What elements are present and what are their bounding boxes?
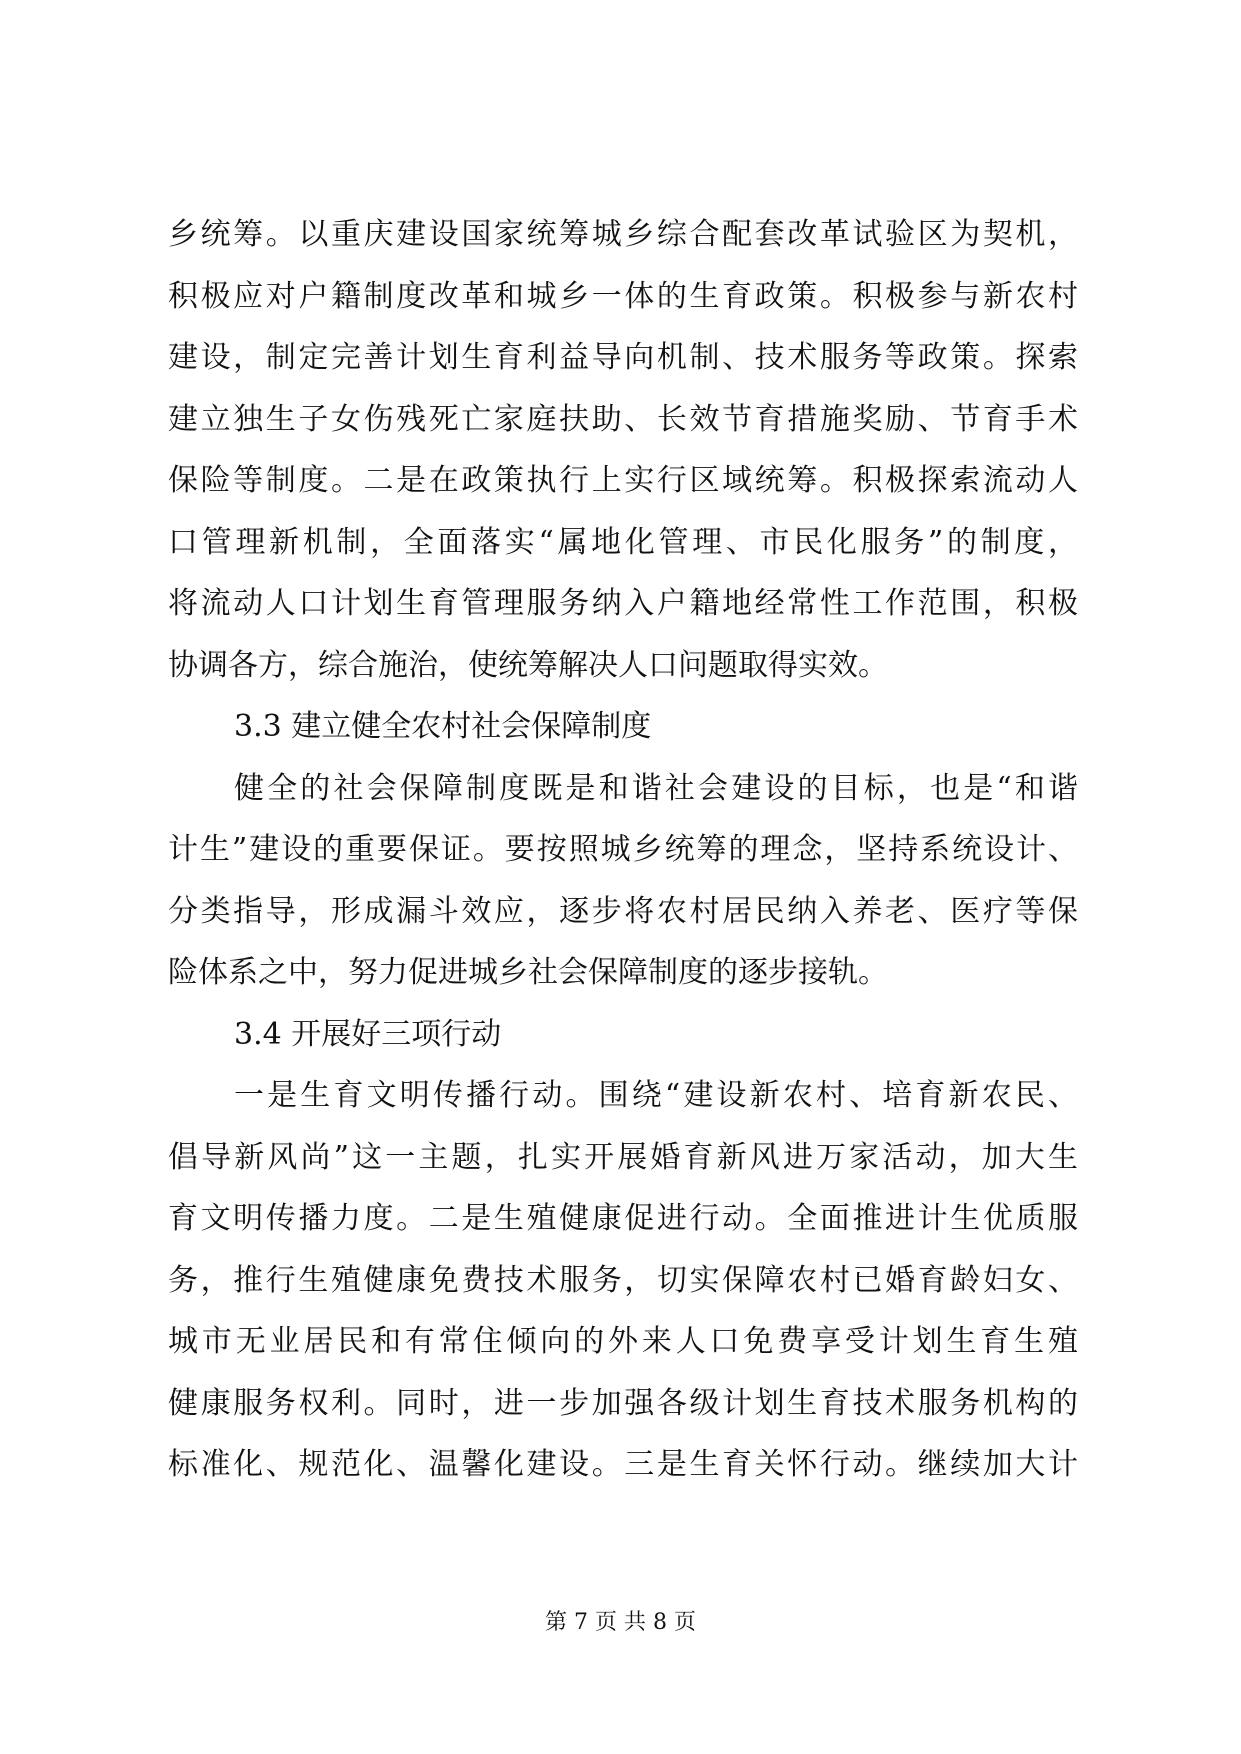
body-line: 乡统筹。以重庆建设国家统筹城乡综合配套改革试验区为契机， — [168, 217, 1078, 252]
body-line: 标准化、规范化、温馨化建设。三是生育关怀行动。继续加大计 — [168, 1447, 1078, 1482]
body-line: 一是生育文明传播行动。围绕“建设新农村、培育新农民、 — [234, 1078, 1078, 1113]
body-line: 育文明传播力度。二是生殖健康促进行动。全面推进计生优质服 — [168, 1201, 1078, 1236]
section-heading-3-4: 3.4 开展好三项行动 — [234, 1016, 502, 1052]
section-heading-3-3: 3.3 建立健全农村社会保障制度 — [234, 709, 652, 744]
body-line: 城市无业居民和有常住倾向的外来人口免费享受计划生育生殖 — [168, 1324, 1078, 1359]
document-body — [168, 204, 1078, 1496]
body-line: 保险等制度。二是在政策执行上实行区域统筹。积极探索流动人 — [168, 463, 1078, 498]
body-line: 协调各方，综合施治，使统筹解决人口问题取得实效。 — [168, 647, 888, 683]
body-line: 健全的社会保障制度既是和谐社会建设的目标，也是“和谐 — [234, 770, 1078, 806]
body-line: 建立独生子女伤残死亡家庭扶助、长效节育措施奖励、节育手术 — [168, 401, 1078, 437]
body-line: 建设，制定完善计划生育利益导向机制、技术服务等政策。探索 — [168, 340, 1078, 375]
body-line: 健康服务权利。同时，进一步加强各级计划生育技术服务机构的 — [168, 1385, 1078, 1421]
body-line: 积极应对户籍制度改革和城乡一体的生育政策。积极参与新农村 — [168, 278, 1078, 314]
body-line: 计生”建设的重要保证。要按照城乡统筹的理念，坚持系统设计、 — [168, 832, 1078, 867]
body-line: 口管理新机制，全面落实“属地化管理、市民化服务”的制度， — [168, 524, 1078, 560]
body-line: 险体系之中，努力促进城乡社会保障制度的逐步接轨。 — [168, 955, 888, 990]
body-line: 将流动人口计划生育管理服务纳入户籍地经常性工作范围，积极 — [168, 586, 1078, 621]
body-line: 务，推行生殖健康免费技术服务，切实保障农村已婚育龄妇女、 — [168, 1262, 1078, 1298]
page-number-footer: 第 7 页 共 8 页 — [545, 1610, 696, 1635]
body-line: 分类指导，形成漏斗效应，逐步将农村居民纳入养老、医疗等保 — [168, 893, 1078, 929]
body-line: 倡导新风尚”这一主题，扎实开展婚育新风进万家活动，加大生 — [168, 1139, 1078, 1175]
